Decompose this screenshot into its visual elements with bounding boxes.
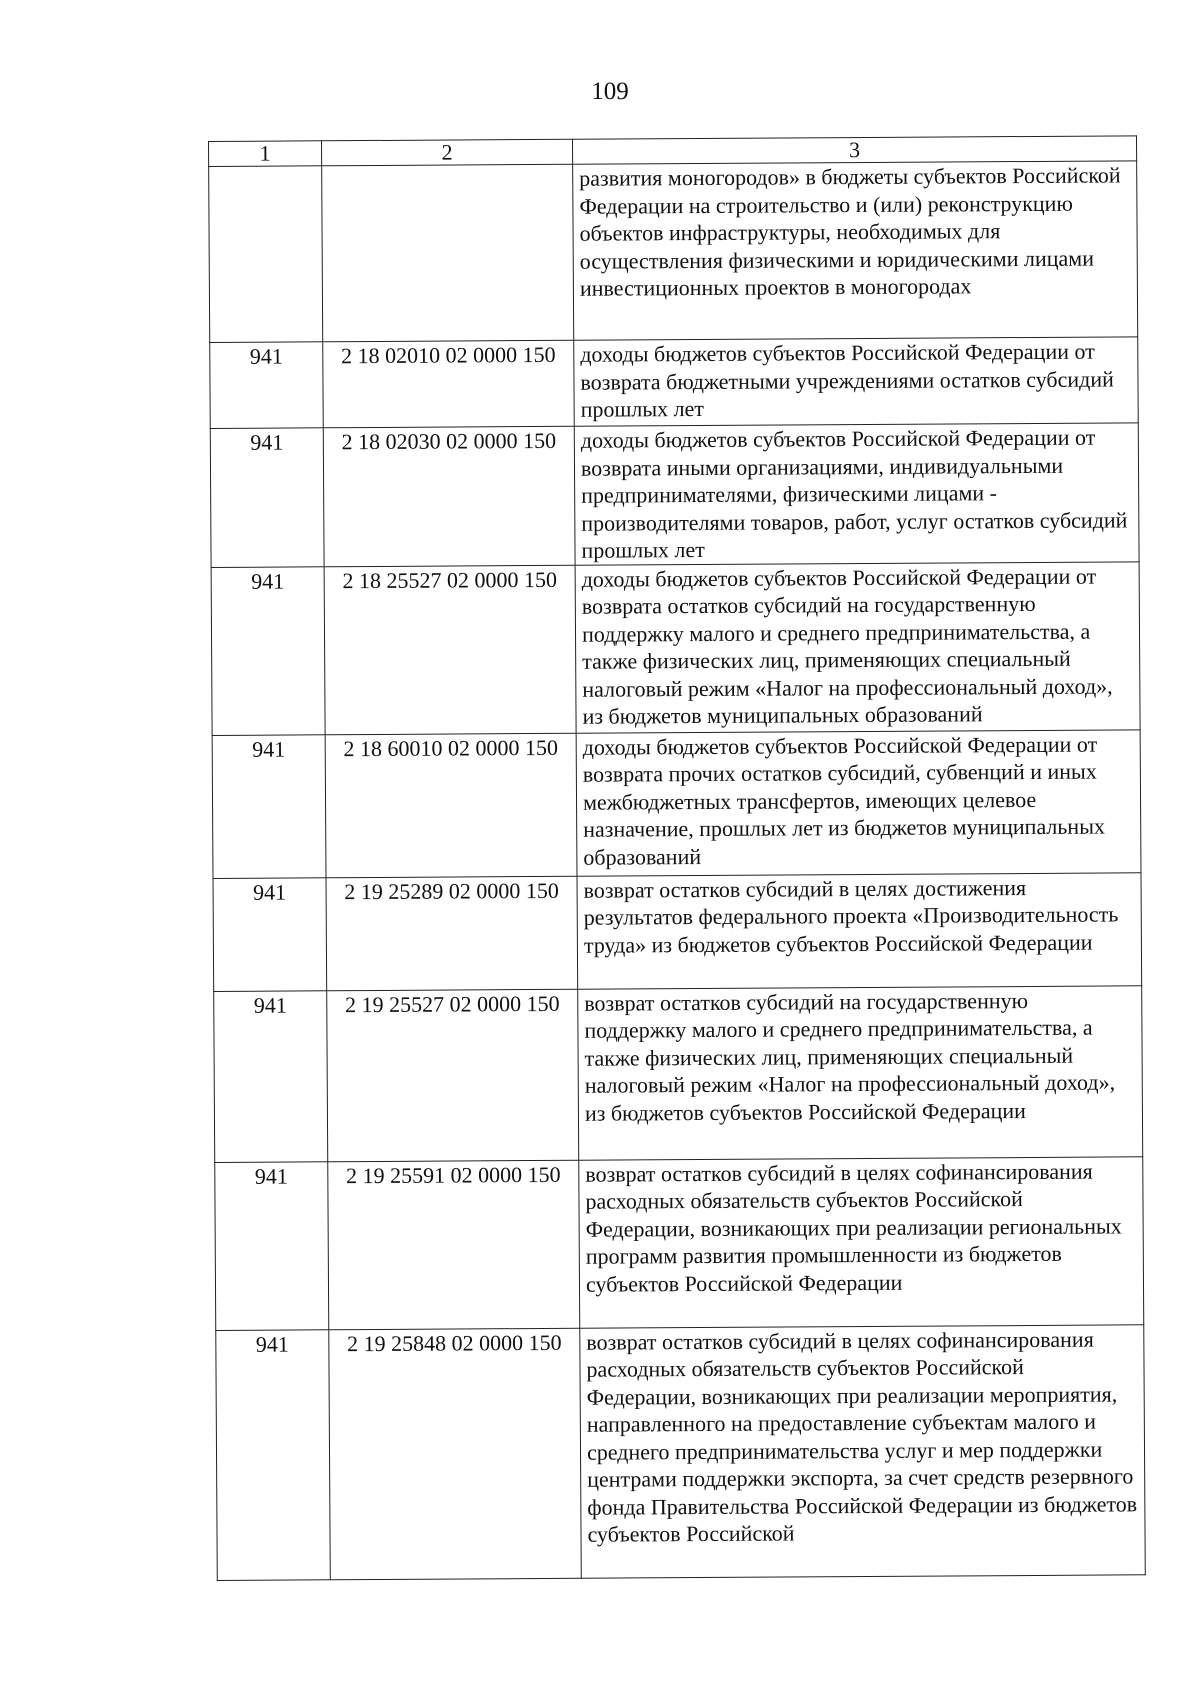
- table-row: [213, 872, 1142, 991]
- admin-code-cell: 941: [215, 1161, 329, 1330]
- table-row: [214, 985, 1143, 1162]
- description-cell: возврат остатков субсидий на государственную поддержку малого и среднего предпринимательства, а также физических лиц, применяющих специальный налоговый режим «Налог на профессиональный доход», из бюджетов субъектов Российской Федерации: [578, 985, 1143, 1159]
- table-row: [210, 423, 1139, 567]
- table-row: [211, 561, 1140, 735]
- income-code-cell: 2 18 02030 02 0000 150: [323, 426, 575, 566]
- income-code-cell: 2 18 25527 02 0000 150: [324, 565, 576, 735]
- table-row: [209, 161, 1138, 343]
- income-code-cell: 2 19 25848 02 0000 150: [329, 1328, 582, 1580]
- column-header-2: 2: [322, 139, 573, 166]
- admin-code-cell: 941: [210, 342, 324, 429]
- income-codes-table: [208, 135, 1146, 1580]
- income-code-cell: 2 19 25289 02 0000 150: [326, 876, 578, 991]
- description-cell: доходы бюджетов субъектов Российской Федерации от возврата иными организациями, индивидуальными предпринимателями, физическими лицами - производителями товаров, работ, услуг остатков субсидий прошлых лет: [574, 423, 1139, 565]
- admin-code-cell: 941: [212, 734, 326, 878]
- column-header-1: 1: [209, 141, 322, 167]
- table-row: [210, 337, 1139, 429]
- admin-code-cell: 941: [216, 1329, 331, 1580]
- income-code-cell: [322, 164, 574, 342]
- column-header-3: 3: [572, 136, 1136, 164]
- description-cell: доходы бюджетов субъектов Российской Федерации от возврата прочих остатков субсидий, субвенций и иных межбюджетных трансфертов, имеющих целевое назначение, прошлых лет из бюджетов муниципальных образований: [576, 729, 1141, 875]
- description-cell: возврат остатков субсидий в целях софинансирования расходных обязательств субъектов Российской Федерации, возникающих при реализации региональных программ развития промышленности из бюджетов субъектов Российской Федерации: [579, 1156, 1144, 1327]
- admin-code-cell: 941: [210, 428, 324, 567]
- table-row: [212, 729, 1141, 878]
- admin-code-cell: 941: [214, 990, 328, 1162]
- admin-code-cell: 941: [211, 566, 325, 735]
- description-cell: доходы бюджетов субъектов Российской Федерации от возврата бюджетными учреждениями остатков субсидий прошлых лет: [574, 337, 1139, 426]
- income-code-cell: 2 18 02010 02 0000 150: [323, 340, 575, 428]
- table-row: [215, 1156, 1144, 1330]
- description-cell: развития моногородов» в бюджеты субъектов Российской Федерации на строительство и (или) реконструкцию объектов инфраструктуры, необходимых для осуществления физическими и юридическими лицами инвестиционных проектов в моногородах: [573, 161, 1138, 340]
- admin-code-cell: 941: [213, 877, 327, 991]
- admin-code-cell: [209, 166, 323, 343]
- description-cell: возврат остатков субсидий в целях софинансирования расходных обязательств субъектов Российской Федерации, возникающих при реализации мероприятия, направленного на предоставление субъектам малого и среднего предпринимательства услуг и мер поддержки центрами поддержки экспорта, за счет средств резервного фонда Правительства Российской Федерации из бюджетов субъектов Российской: [580, 1324, 1146, 1577]
- page-number: 109: [591, 78, 629, 105]
- table-row: [216, 1324, 1146, 1580]
- income-code-cell: 2 19 25527 02 0000 150: [327, 989, 579, 1162]
- income-code-cell: 2 19 25591 02 0000 150: [328, 1160, 580, 1330]
- income-code-cell: 2 18 60010 02 0000 150: [325, 733, 577, 878]
- description-cell: возврат остатков субсидий в целях достижения результатов федерального проекта «Производительность труда» из бюджетов субъектов Российской Федерации: [577, 872, 1142, 988]
- description-cell: доходы бюджетов субъектов Российской Федерации от возврата остатков субсидий на государственную поддержку малого и среднего предпринимательства, а также физических лиц, применяющих специальный налоговый режим «Налог на профессиональный доход», из бюджетов муниципальных образований: [575, 561, 1140, 732]
